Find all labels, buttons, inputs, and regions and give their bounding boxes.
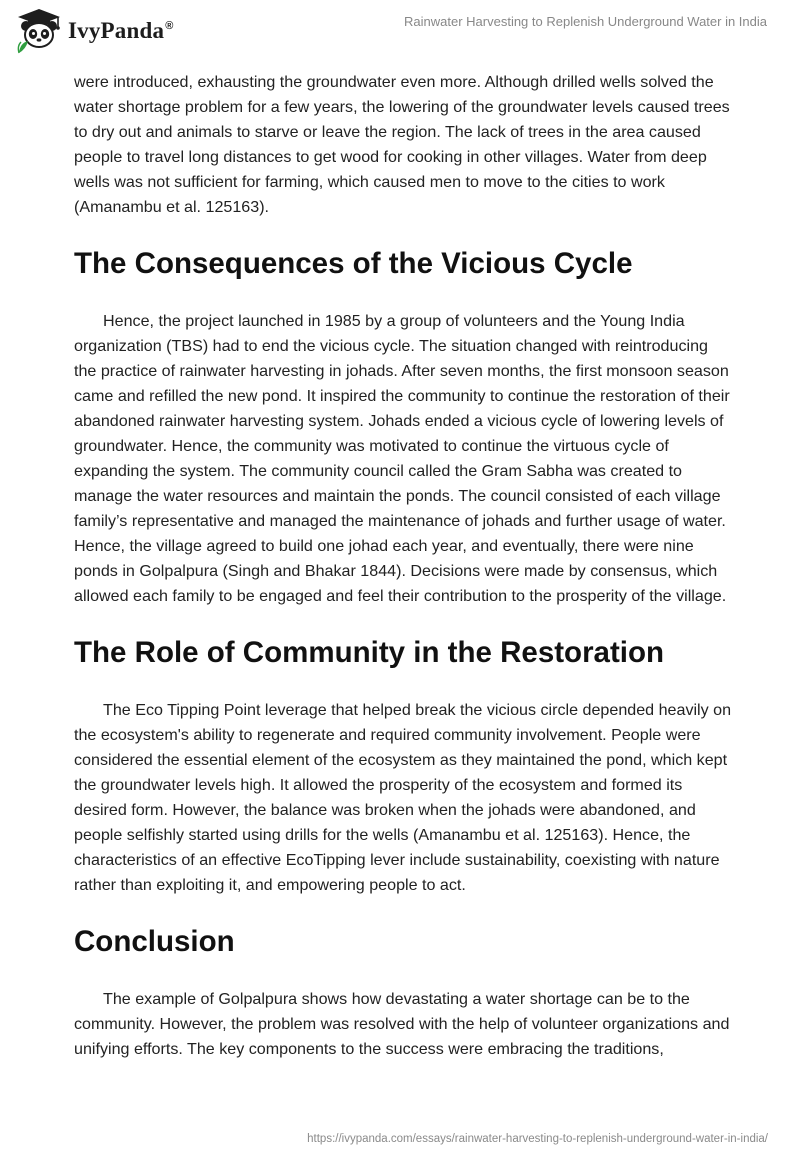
paragraph: Hence, the project launched in 1985 by a group of volunteers and the Young India organization (TBS) had to end the vicious cycle. The situation changed with reintroducing the practice of rainwater harvesting in johads. After seven months, the first monsoon season came and refilled the new pond. It inspired the community to continue the restoration of their abandoned rainwater harvesting system. Johads ended a vicious cycle of lowering levels of groundwater. Hence, the community was motivated to continue the virtuous cycle of expanding the system. The community council called the Gram Sabha was created to manage the water resources and maintain the ponds. The council consisted of each village family’s representative and managed the maintenance of johads and further usage of water. Hence, the village agreed to build one johad each year, and eventually, there were nine ponds in Golpalpura (Singh and Bhakar 1844). Decisions were made by consensus, which allowed each family to be engaged and feel their contribution to the prosperity of the village.	[74, 312, 730, 605]
section-heading-community-role: The Role of Community in the Restoration	[74, 636, 665, 669]
document-title: Rainwater Harvesting to Replenish Underground Water in India	[404, 14, 767, 29]
registered-mark: ®	[165, 20, 174, 33]
paragraph: The example of Golpalpura shows how devastating a water shortage can be to the community. However, the problem was resolved with the help of volunteer organizations and unifying efforts. The key components to the success were embracing the traditions,	[74, 990, 730, 1058]
paragraph: The Eco Tipping Point leverage that helped break the vicious circle depended heavily on the ecosystem's ability to regenerate and required community involvement. People were considered the essential element of the ecosystem as they maintained the pond, which kept the groundwater levels high. It allowed the prosperity of the ecosystem and formed its desired form. However, the balance was broken when the johads were abandoned, and people selfishly started using drills for the wells (Amanambu et al. 125163). Hence, the characteristics of an effective EcoTipping lever include sustainability, coexisting with nature rather than exploiting it, and empowering people to act.	[74, 701, 732, 894]
panda-graduate-icon	[14, 7, 64, 55]
brand-name-text: IvyPanda	[68, 18, 165, 43]
section-heading-consequences: The Consequences of the Vicious Cycle	[74, 247, 633, 280]
essay-content	[74, 70, 734, 1062]
page-header	[0, 0, 800, 62]
paragraph: were introduced, exhausting the groundwater even more. Although drilled wells solved the water shortage problem for a few years, the lowering of the groundwater levels caused trees to dry out and animals to starve or leave the region. The lack of trees in the area caused people to travel long distances to get wood for cooking in other villages. Water from deep wells was not sufficient for farming, which caused men to move to the cities to work (Amanambu et al. 125163).	[74, 73, 730, 216]
section-heading-conclusion: Conclusion	[74, 925, 235, 958]
ivypanda-logo[interactable]	[14, 7, 174, 55]
brand-name	[68, 18, 174, 44]
source-url[interactable]: https://ivypanda.com/essays/rainwater-harvesting-to-replenish-underground-water-in-india/	[307, 1133, 768, 1145]
